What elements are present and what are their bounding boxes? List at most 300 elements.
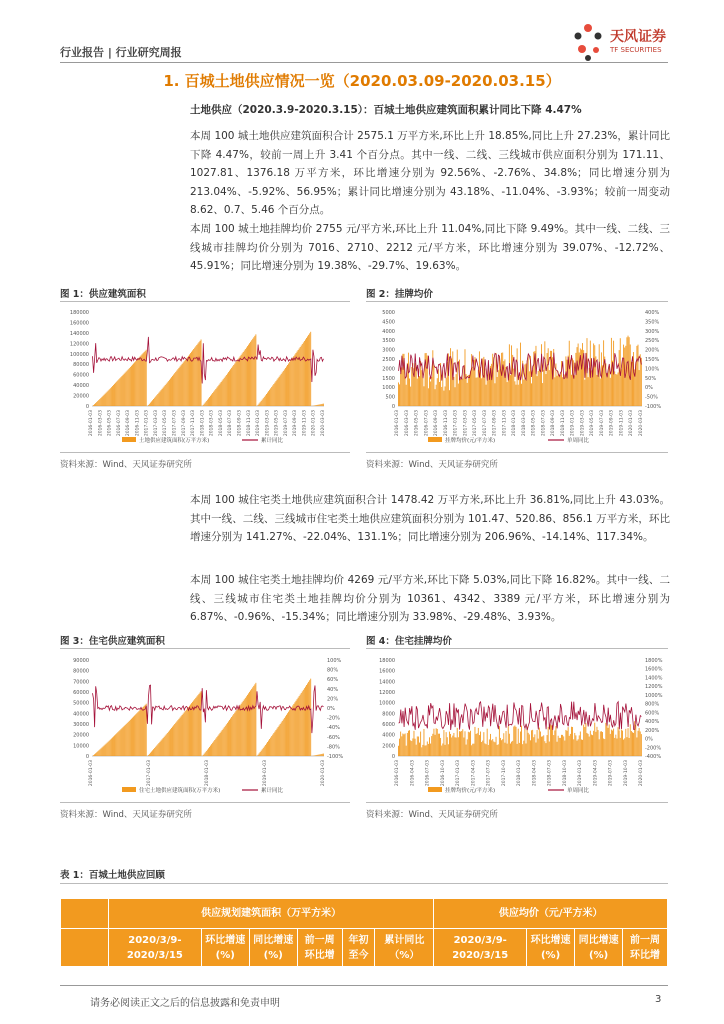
data-bar <box>118 379 119 406</box>
data-bar <box>168 381 169 406</box>
data-bar <box>471 745 472 756</box>
data-bar <box>264 397 265 406</box>
table-column-header: 前一周环比增 <box>623 929 668 967</box>
paragraph-residential-price: 本周 100 城住宅类土地挂牌均价 4269 元/平方米,环比下降 5.03%,同比下降 16.82%。其中一线、二线、三线城市住宅类土地挂牌均价分别为 10361、4342、3389 元/平方米，环比增速分别为 6.87%、-0.96%、-15.34%；同比增速分别为 33.98%、-29.48%、3.93%。 <box>190 574 670 624</box>
data-bar <box>519 377 520 406</box>
data-bar <box>193 349 194 406</box>
data-bar <box>435 389 436 406</box>
data-bar <box>210 396 211 406</box>
data-bar <box>626 337 627 406</box>
y-tick-label: 500 <box>385 394 395 401</box>
data-bar <box>191 352 192 406</box>
table-title-divider <box>60 883 668 884</box>
data-bar <box>550 724 551 756</box>
data-bar <box>100 398 101 406</box>
data-bar <box>260 752 261 756</box>
data-bar <box>254 684 255 756</box>
data-bar <box>443 391 444 406</box>
x-tick-label: 2017-05-03 <box>163 410 169 437</box>
data-bar <box>451 737 452 756</box>
data-bar <box>185 360 186 406</box>
data-bar <box>456 738 457 756</box>
data-bar <box>549 370 550 406</box>
data-bar <box>632 362 633 406</box>
data-bar <box>105 745 106 756</box>
data-bar <box>234 713 235 756</box>
data-bar <box>132 718 133 756</box>
data-bar <box>133 364 134 406</box>
data-bar <box>158 393 159 406</box>
x-tick-label: 2017-07-03 <box>486 760 492 787</box>
data-bar <box>284 369 285 406</box>
data-bar <box>251 689 252 756</box>
y-right-tick-label: 100% <box>327 658 342 664</box>
x-tick-label: 2018-09-03 <box>237 410 243 437</box>
data-bar <box>572 727 573 756</box>
data-bar <box>524 364 525 406</box>
data-bar <box>553 735 554 756</box>
data-bar <box>122 376 123 406</box>
data-bar <box>288 363 289 406</box>
data-bar <box>401 736 402 756</box>
data-bar <box>460 379 461 406</box>
data-bar <box>131 719 132 756</box>
data-bar <box>559 375 560 406</box>
page-header <box>0 0 724 70</box>
data-bar <box>457 728 458 756</box>
x-tick-label: 2016-05-03 <box>107 410 113 437</box>
data-bar <box>528 355 529 406</box>
y-right-tick-label: 1600% <box>645 666 663 673</box>
data-bar <box>99 399 100 406</box>
data-bar <box>418 737 419 756</box>
data-bar <box>278 378 279 406</box>
data-bar <box>613 729 614 756</box>
data-bar <box>233 365 234 406</box>
data-bar <box>113 385 114 406</box>
x-tick-label: 2018-07-03 <box>547 760 553 787</box>
data-bar <box>177 720 178 756</box>
data-bar <box>539 728 540 756</box>
data-bar <box>641 734 642 756</box>
data-bar <box>456 374 457 406</box>
logo-mark-icon <box>570 22 606 62</box>
x-tick-label: 2017-09-03 <box>492 410 498 437</box>
x-tick-label: 2019-03-03 <box>580 410 586 437</box>
data-bar <box>188 707 189 756</box>
y-tick-label: 0 <box>85 754 89 760</box>
data-bar <box>224 378 225 406</box>
table-group-header: 供应规划建筑面积（万平方米） <box>109 899 434 929</box>
x-tick-label: 2018-09-03 <box>551 410 557 437</box>
data-bar <box>512 741 513 756</box>
y-right-tick-label: 0% <box>645 736 653 743</box>
data-bar <box>304 688 305 756</box>
legend-label: 单周同比 <box>567 438 590 444</box>
data-bar <box>638 345 639 406</box>
data-bar <box>297 352 298 406</box>
data-bar <box>277 729 278 756</box>
data-bar <box>185 711 186 756</box>
data-bar <box>421 747 422 756</box>
data-bar <box>615 374 616 406</box>
data-bar <box>479 735 480 756</box>
data-bar <box>446 732 447 756</box>
fig4-source: 资料来源：Wind、天风证券研究所 <box>366 810 498 820</box>
data-bar <box>528 733 529 756</box>
data-bar <box>322 754 323 756</box>
table-group-header: 供应均价（元/平方米） <box>434 899 668 929</box>
y-right-tick-label: -60% <box>327 734 340 741</box>
data-bar <box>164 737 165 756</box>
data-bar <box>250 342 251 406</box>
x-tick-label: 2019-04-03 <box>593 760 599 787</box>
data-bar <box>555 726 556 756</box>
data-bar <box>164 386 165 406</box>
y-right-tick-label: 100% <box>645 366 660 373</box>
table-column-header: 2020/3/9-2020/3/15 <box>109 929 202 967</box>
data-bar <box>172 727 173 756</box>
y-tick-label: 16000 <box>379 668 395 675</box>
x-tick-label: 2017-03-03 <box>153 410 159 437</box>
x-tick-label: 2018-01-03 <box>512 410 518 437</box>
data-bar <box>154 748 155 756</box>
data-bar <box>323 404 324 406</box>
data-bar <box>273 733 274 756</box>
data-bar <box>417 379 418 406</box>
data-bar <box>580 731 581 756</box>
table-column-header: 2020/3/9-2020/3/15 <box>434 929 527 967</box>
data-bar <box>409 730 410 756</box>
data-bar <box>582 343 583 406</box>
x-tick-label: 2020-01-03 <box>639 760 644 787</box>
legend-label: 土地供应建筑面积(万平方米) <box>139 438 210 444</box>
data-bar <box>118 731 119 756</box>
data-bar <box>213 392 214 406</box>
x-tick-label: 2017-01-03 <box>144 410 150 437</box>
data-bar <box>557 376 558 406</box>
data-bar <box>299 696 300 756</box>
y-tick-label: 50000 <box>73 700 89 707</box>
data-bar <box>534 734 535 756</box>
data-bar <box>510 375 511 406</box>
data-bar <box>148 405 149 406</box>
x-tick-label: 2016-05-03 <box>414 410 420 437</box>
data-bar <box>174 724 175 756</box>
data-bar <box>165 385 166 406</box>
data-bar <box>128 722 129 756</box>
data-bar <box>470 371 471 406</box>
data-bar <box>551 725 552 756</box>
data-bar <box>513 727 514 756</box>
data-bar <box>400 373 401 406</box>
data-bar <box>599 739 600 756</box>
data-bar <box>271 387 272 406</box>
data-bar <box>402 734 403 756</box>
data-bar <box>163 738 164 756</box>
data-bar <box>309 333 310 406</box>
data-bar <box>501 740 502 756</box>
y-right-tick-label: 400% <box>645 719 660 726</box>
data-bar <box>624 738 625 756</box>
data-bar <box>191 703 192 756</box>
data-bar <box>478 370 479 406</box>
y-right-tick-label: 80% <box>327 667 339 674</box>
data-bar <box>136 360 137 406</box>
data-bar <box>161 390 162 406</box>
data-bar <box>455 387 456 406</box>
data-bar <box>565 730 566 756</box>
data-bar <box>610 378 611 406</box>
data-bar <box>599 344 600 406</box>
data-bar <box>275 730 276 756</box>
legend-label: 挂牌均价(元/平方米) <box>445 788 496 794</box>
data-bar <box>542 383 543 406</box>
legend-bar-swatch <box>122 437 136 442</box>
data-bar <box>603 739 604 756</box>
data-bar <box>504 743 505 756</box>
data-bar <box>598 372 599 406</box>
data-bar <box>307 336 308 406</box>
data-bar <box>158 743 159 756</box>
data-bar <box>206 751 207 756</box>
data-bar <box>468 375 469 406</box>
data-bar <box>98 750 99 756</box>
data-bar <box>263 748 264 756</box>
data-bar <box>598 730 599 756</box>
data-bar <box>508 726 509 756</box>
data-bar <box>621 729 622 756</box>
data-bar <box>323 754 324 756</box>
x-tick-label: 2019-05-03 <box>274 410 280 437</box>
data-bar <box>242 702 243 756</box>
data-bar <box>560 738 561 756</box>
data-bar <box>154 398 155 406</box>
table-column-header: 前一周环比增 <box>297 929 342 967</box>
data-bar <box>130 720 131 756</box>
data-bar <box>507 382 508 406</box>
data-bar <box>531 730 532 756</box>
data-bar <box>438 369 439 406</box>
data-bar <box>166 384 167 406</box>
data-bar <box>266 743 267 756</box>
data-bar <box>405 733 406 756</box>
data-bar <box>321 754 322 756</box>
data-bar <box>536 346 537 406</box>
data-bar <box>559 738 560 756</box>
data-bar <box>500 738 501 756</box>
data-bar <box>117 732 118 756</box>
x-tick-label: 2017-11-03 <box>502 410 508 437</box>
fig3-source: 资料来源：Wind、天风证券研究所 <box>60 810 192 820</box>
data-bar <box>217 736 218 756</box>
data-bar <box>176 371 177 406</box>
x-tick-label: 2019-01-03 <box>263 760 268 787</box>
data-bar <box>589 368 590 406</box>
data-bar <box>463 737 464 756</box>
data-bar <box>532 730 533 756</box>
y-tick-label: 3000 <box>382 347 395 354</box>
section-title: 1. 百城土地供应情况一览（2020.03.09-2020.03.15） <box>163 72 561 90</box>
data-bar <box>169 380 170 406</box>
data-bar <box>301 345 302 406</box>
data-bar <box>293 356 294 406</box>
x-tick-label: 2018-04-03 <box>532 760 538 787</box>
data-bar <box>558 371 559 406</box>
x-tick-label: 2017-09-03 <box>181 410 187 437</box>
data-bar <box>497 745 498 756</box>
y-tick-label: 30000 <box>73 722 89 728</box>
data-bar <box>272 735 273 756</box>
data-bar <box>127 723 128 756</box>
data-bar <box>441 387 442 406</box>
data-bar <box>261 401 262 406</box>
data-bar <box>517 744 518 756</box>
data-bar <box>168 732 169 756</box>
data-bar <box>544 341 545 406</box>
data-bar <box>226 724 227 756</box>
data-bar <box>149 754 150 756</box>
x-tick-label: 2019-09-03 <box>609 410 615 437</box>
x-tick-label: 2018-01-03 <box>517 760 522 787</box>
data-bar <box>449 732 450 756</box>
data-bar <box>287 713 288 756</box>
data-bar <box>558 736 559 756</box>
data-bar <box>517 348 518 406</box>
data-bar <box>126 724 127 756</box>
data-bar <box>156 746 157 756</box>
x-tick-label: 2018-07-03 <box>541 410 547 437</box>
data-bar <box>156 395 157 406</box>
data-bar <box>128 369 129 406</box>
data-bar <box>275 381 276 406</box>
data-bar <box>518 729 519 756</box>
data-bar <box>265 745 266 756</box>
data-bar <box>538 739 539 756</box>
data-bar <box>253 686 254 756</box>
legend-label: 累计同比 <box>261 788 284 794</box>
x-tick-label: 2016-09-03 <box>126 410 132 437</box>
x-tick-label: 2017-11-03 <box>191 410 197 437</box>
data-bar <box>577 741 578 756</box>
data-bar <box>170 378 171 406</box>
data-bar <box>255 334 256 406</box>
y-tick-label: 160000 <box>69 320 89 327</box>
data-bar <box>111 387 112 406</box>
data-bar <box>221 731 222 756</box>
data-bar <box>243 352 244 406</box>
data-bar <box>143 353 144 406</box>
data-bar <box>443 730 444 756</box>
data-bar <box>615 735 616 756</box>
fig2-source: 资料来源：Wind、天风证券研究所 <box>366 460 498 470</box>
data-bar <box>564 741 565 756</box>
data-bar <box>192 702 193 756</box>
data-bar <box>575 735 576 756</box>
data-bar <box>215 389 216 406</box>
data-bar <box>585 723 586 756</box>
data-bar <box>232 716 233 756</box>
data-bar <box>437 729 438 756</box>
data-bar <box>499 357 500 406</box>
data-bar <box>398 746 399 756</box>
y-tick-label: 0 <box>85 404 89 410</box>
data-bar <box>96 752 97 756</box>
data-bar <box>197 695 198 756</box>
data-bar <box>192 350 193 406</box>
x-tick-label: 2017-07-03 <box>172 410 178 437</box>
data-bar <box>445 745 446 756</box>
data-bar <box>406 746 407 756</box>
data-bar <box>273 384 274 406</box>
data-bar <box>436 385 437 406</box>
chart-svg <box>366 654 668 796</box>
data-bar <box>123 375 124 406</box>
data-bar <box>604 739 605 756</box>
data-bar <box>285 368 286 406</box>
data-bar <box>530 740 531 756</box>
data-bar <box>587 733 588 756</box>
data-bar <box>605 723 606 756</box>
data-bar <box>277 380 278 406</box>
data-bar <box>407 733 408 756</box>
x-tick-label: 2018-10-03 <box>562 760 568 787</box>
data-bar <box>222 730 223 756</box>
data-bar <box>640 731 641 756</box>
data-bar <box>629 738 630 756</box>
data-bar <box>269 390 270 406</box>
y-tick-label: 10000 <box>379 700 395 707</box>
y-right-tick-label: -50% <box>645 394 658 401</box>
data-bar <box>404 734 405 756</box>
data-bar <box>113 736 114 756</box>
data-bar <box>597 727 598 756</box>
data-bar <box>134 716 135 756</box>
data-bar <box>522 744 523 756</box>
data-bar <box>283 371 284 406</box>
data-bar <box>119 378 120 406</box>
data-bar <box>230 369 231 406</box>
table-sub-header-row <box>61 929 668 967</box>
x-tick-label: 2017-01-03 <box>453 410 459 437</box>
data-bar <box>320 754 321 756</box>
data-bar <box>569 341 570 406</box>
y-tick-label: 2000 <box>382 743 395 750</box>
y-tick-label: 6000 <box>382 722 395 728</box>
data-bar <box>292 705 293 756</box>
data-bar <box>561 735 562 756</box>
data-bar <box>467 739 468 756</box>
y-tick-label: 180000 <box>69 310 89 316</box>
data-bar <box>473 744 474 756</box>
y-tick-label: 20000 <box>73 393 89 400</box>
data-bar <box>116 382 117 406</box>
data-bar <box>529 371 530 406</box>
data-bar <box>207 750 208 756</box>
data-bar <box>172 376 173 406</box>
data-bar <box>621 369 622 406</box>
data-bar <box>190 353 191 406</box>
data-bar <box>175 723 176 756</box>
data-bar <box>182 364 183 406</box>
legend-bar-swatch <box>428 787 442 792</box>
data-bar <box>265 395 266 406</box>
x-tick-label: 2016-09-03 <box>434 410 440 437</box>
x-tick-label: 2020-01-03 <box>311 410 317 437</box>
data-bar <box>196 345 197 406</box>
data-bar <box>570 734 571 756</box>
data-bar <box>574 375 575 406</box>
